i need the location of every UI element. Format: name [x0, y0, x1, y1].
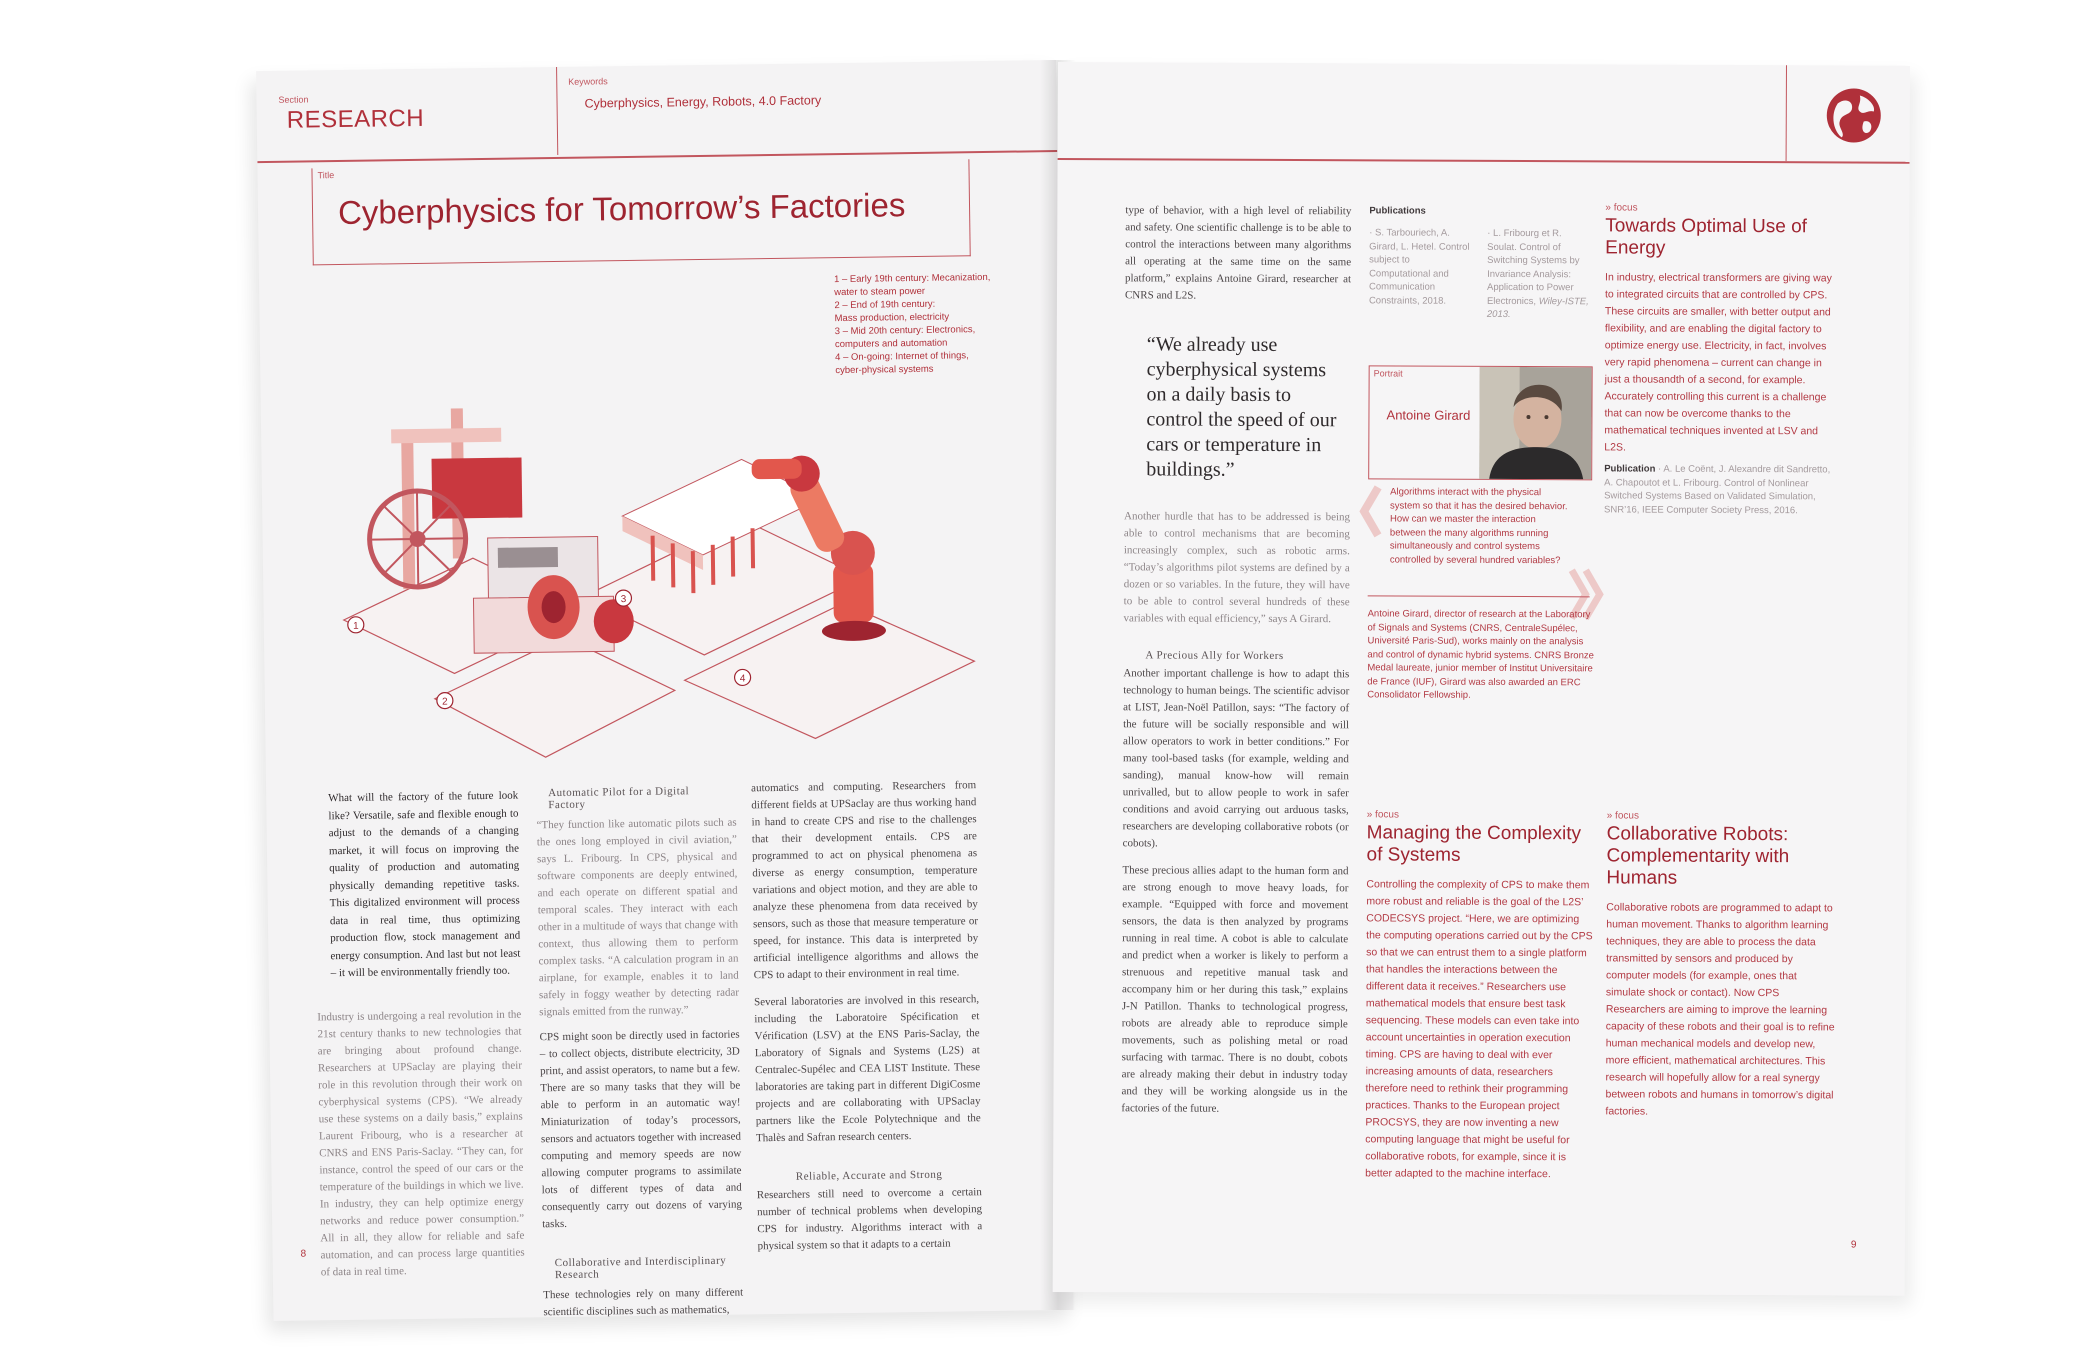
portrait-photo — [1479, 367, 1591, 479]
portrait-label: Portrait — [1373, 368, 1403, 379]
column-2 — [536, 785, 743, 1322]
title-label: Title — [317, 170, 335, 181]
intro-paragraph: What will the factory of the future look like? Versatile, safe and flexible enough to adjust to the demands of a changing market, it will focus on improving the quality of production and automating physically demanding repetitive tasks. This digitalized environment will process data in real time, thus optimizing production flow, stock management and energy consumption. And last but not least – it will be environmentally friendly too. — [328, 789, 521, 980]
paragraph: Researchers still need to overcome a certain number of technical problems when developing CPS for industry. Algorithms interact with a physical system so that it adapts to a certain — [756, 1186, 983, 1253]
portrait-bio: Antoine Girard, director of research at the Laboratory of Signals and Systems (CNRS, CentraleSupélec, Université Paris-Sud), works mainly on the analysis and control of dynamic hybrid systems. CNRS Bronze Medal laureate, junior member of Institut Universitaire de France (IUF), Girard was also awarded an ERC Consolidator Fellowship. — [1367, 608, 1594, 701]
portrait-box — [1368, 365, 1592, 480]
focus-title: Managing the Complexity of Systems — [1366, 822, 1582, 866]
paragraph: CPS might soon be directly used in factories – to collect objects, distribute electricity, 3D print, and assist operators, to name but a few. There are so many tasks that they will be able to perform in an automatic way! Miniaturization of today’s processors, sensors and actuators together with increased computing and memory speeds are now allowing computer programs to assimilate lots of different types of data and consequently carry out dozens of varying tasks. — [539, 1028, 743, 1231]
focus-cobots — [1605, 810, 1836, 1121]
publication-item-end: Wiley-ISTE, 2013. — [1486, 295, 1589, 320]
paragraph: Industry is undergoing a real revolution in the 21st century thanks to new technologies that are bringing about profound change. Researchers at UPSaclay are playing their role in this revolution through their work on cyberphysical systems (CPS). “We already use these systems on a daily basis,” explains Laurent Fribourg, who is a researcher at CNRS and ENS Paris-Saclay. “They can, for instance, control the speed of our cars or the temperature of the buildings in which we live. In industry, they can help optimize energy networks and reduce power consumption.” All in all, they allow for reliable and safe automation, and can process large quantities of data in real time. — [317, 1008, 525, 1278]
legend-line: computers and automation — [834, 337, 948, 351]
legend-line: 3 – Mid 20th century: Electronics, — [834, 324, 976, 338]
right-page — [1053, 62, 1910, 1296]
stage-number: 3 — [620, 594, 627, 606]
paragraph: Another important challenge is how to adapt this technology to human beings. The scientific advisor at LIST, Jean-Noël Patillon, says: “The factory of the future will be socially responsible and will allow operators to work in better conditions.” For many tool-based tasks (for example, welding and sanding), manual know-how will remain unrivalled, but to allow people to work in safer conditions and avoid carrying out arduous tasks, researchers are developing collaborative robots (or cobots). — [1122, 667, 1350, 850]
paragraph: type of behavior, with a high level of reliability and safety. One scientific challenge is to be able to control the interactions between many algorithms all operating at the same time on the same platform,” explains Antoine Girard, researcher at CNRS and L2S. — [1124, 204, 1352, 302]
publication-item: · A. Le Coënt, J. Alexandre dit Sandretto, A. Chapoutot et L. Fribourg. Control of Nonlinear Switched Systems Based on Validated Simulation, SNR’16, IEEE Computer Society Press, 2016. — [1604, 463, 1831, 516]
legend-line: 1 – Early 19th century: Mecanization, — [833, 271, 991, 286]
paragraph: automatics and computing. Researchers from different fields at UPSaclay are thus working hand in hand to create CPS and rise to the challenges that their development entails. CPS are programmed to act on physical phenomena as diverse as energy consumption, temperature variations and object motion, and they are able to analyze these phenomena from data received by sensors, such as those that measure temperature or speed, for instance. This data is interpreted by artificial intelligence algorithms and allows the CPS to adapt to their environment in real time. — [751, 779, 979, 982]
globe-logo-icon — [1824, 85, 1884, 145]
focus-label: » focus — [1605, 202, 1638, 214]
focus-title: Towards Optimal Use of Energy — [1605, 215, 1808, 259]
legend-line: 2 – End of 19th century: — [834, 298, 936, 312]
subheading: Automatic Pilot for a Digital Factory — [548, 785, 690, 812]
focus-energy — [1604, 202, 1835, 517]
stage-number: 2 — [442, 696, 448, 708]
column-3 — [751, 777, 983, 1255]
pull-quote: “We already use cyberphysical systems on a daily basis to control the speed of our cars or temperature in buildings.” — [1146, 333, 1337, 481]
portrait-question: Algorithms interact with the physical system so that it has the desired behavior. How can we master the interaction between the many algorithms running simultaneously and control systems controlled by several hundred variables? — [1389, 486, 1568, 566]
stage-number: 4 — [739, 673, 746, 685]
focus-label: » focus — [1606, 810, 1639, 822]
publications-block — [1369, 205, 1600, 322]
article-title: Cyberphysics for Tomorrow’s Factories — [337, 186, 906, 232]
stage-number: 1 — [352, 620, 359, 632]
section-title: RESEARCH — [286, 104, 425, 134]
legend-line: water to steam power — [834, 285, 926, 299]
focus-complexity — [1365, 809, 1597, 1183]
focus-label: » focus — [1366, 809, 1399, 821]
paragraph: Another hurdle that has to be addressed is being able to control mechanisms that are becoming increasingly complex, such as robotic arms. “Today’s algorithms pilot systems are defined by a dozen or so variables. In the future, they will have to be able to control several hundreds of these variables with equal efficiency,” says A Girard. — [1123, 510, 1351, 626]
keywords: Cyberphysics, Energy, Robots, 4.0 Factory — [584, 93, 822, 111]
section-label: Section — [278, 94, 309, 105]
publications-label: Publications — [1369, 205, 1426, 217]
header-divider — [556, 67, 558, 155]
page-number: 9 — [1850, 1239, 1857, 1251]
paragraph: These technologies rely on many different scientific disciplines such as mathematics, — [543, 1286, 744, 1319]
portrait-rule — [1368, 595, 1590, 597]
paragraph: These precious allies adapt to the human form and are strong enough to move heavy loads, for example. “Equipped with force and movement sensors, the data is then analyzed by programs running in real time. A cobot is able to calculate and predict when a worker is likely to perform a strenuous and repetitive manual task and accompany him or her during this task,” explains J-N Patillon. Thanks to technological progress, robots are already able to reproduce simple movements, such as polishing metal or road surfacing with tarmac. There is no doubt, cobots are already making their debut in industry today and they will be working alongside us in the factories of the future. — [1121, 864, 1349, 1115]
subheading: Collaborative and Interdisciplinary Research — [554, 1254, 727, 1282]
column-1 — [317, 788, 525, 1281]
portrait-name: Antoine Girard — [1386, 407, 1471, 423]
legend-line: Mass production, electricity — [834, 311, 950, 325]
keywords-label: Keywords — [568, 76, 608, 87]
left-page — [256, 60, 1073, 1321]
publication-label: Publication — [1604, 463, 1656, 475]
header-divider — [1786, 65, 1787, 161]
focus-text: In industry, electrical transformers are giving way to integrated circuits that are controlled by CPS. These circuits are smaller, with better output and flexibility, and are enabling the digital factory to optimize energy use. Electricity, in fact, involves very rapid phenomena – current can change in just a thousandth of a second, for example. Accurately controlling this current is a challenge that can now be overcome thanks to the mathematical techniques invented at LSV and L2S. — [1604, 271, 1832, 454]
factory-evolution-illustration — [320, 361, 986, 790]
page-number: 8 — [300, 1248, 307, 1260]
header-rule — [1058, 158, 1910, 163]
paragraph: Several laboratories are involved in this research, including the Laboratoire Spécification et Vérification (LSV) at the ENS Paris-Saclay, the Laboratory of Signals and Systems (L2S) at Centralec-Supélec and CEA LIST Institute. These laboratories are taking part in different DigiCosme projects and are collaborating with UPSaclay partners like the Ecole Polytechnique and the Thalès and Safran research centers. — [754, 993, 981, 1145]
legend-line: 4 – On-going: Internet of things, — [835, 350, 969, 364]
subheading: Reliable, Accurate and Strong — [795, 1168, 943, 1183]
chevron-left-icon — [1356, 481, 1386, 541]
subheading: A Precious Ally for Workers — [1145, 649, 1284, 662]
legend-line: cyber-physical systems — [835, 363, 934, 377]
column-a — [1121, 202, 1351, 1118]
publication-item: · S. Tarbouriech, A. Girard, L. Hetel. Control subject to Computational and Communication Constraints, 2018. — [1368, 227, 1470, 307]
publication-item: · L. Fribourg et R. Soulat. Control of Switching Systems by Invariance Analysis: Application to Power Electronics, — [1486, 227, 1580, 307]
focus-text: Collaborative robots are programmed to adapt to human movement. Thanks to algorithm learning techniques, they are able to process the data transmitted by sensors and produced by computer models (for example, ones that simulate shock or contact). Now CPS Researchers are aiming to improve the learning capacity of these robots and their goal is to refine human mechanical models and develop new, more efficient, mathematical architectures. This research will hopefully allow for a real synergy between robots and humans in tomorrow’s digital factories. — [1605, 901, 1835, 1118]
paragraph: “They function like automatic pilots such as the ones long employed in civil aviation,” says L. Fribourg. In CPS, physical and software components are deeply entwined, and each operate on different spatial and temporal scales. They interact with each other in a multitude of ways that change with context, thus allowing them to perform complex tasks. “A calculation program in an airplane, for example, enables it to land safely in foggy weather by detecting radar signals emitted from the runway.” — [536, 816, 740, 1019]
focus-text: Controlling the complexity of CPS to make them more robust and reliable is the goal of the L2S’ CODECSYS project. “Here, we are optimizing the computing operations carried out by the CPS so that we can entrust them to a single platform that handles the interactions between the different data it receives.” Researchers use mathematical models that ensure best task sequencing. These models can even take into account uncertainties in operation execution timing. CPS are having to deal with ever increasing amounts of data, researchers therefore need to rethink their programming practices. Thanks to the European project PROCSYS, they are now inventing a new computing language that might be useful for collaborative robots, for example, since it is better adapted to the machine interface. — [1365, 878, 1593, 1181]
focus-title: Collaborative Robots: Complementarity with Humans — [1606, 823, 1790, 889]
